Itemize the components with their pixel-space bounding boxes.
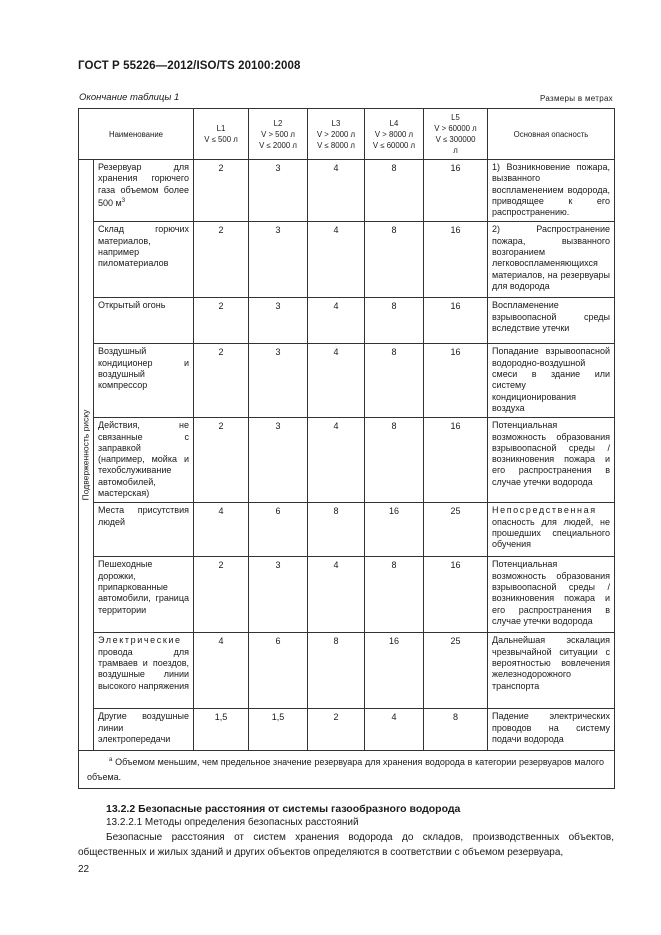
row-name: Открытый огонь: [94, 298, 194, 344]
table-header-row: [79, 109, 615, 160]
cell-l1: 2: [194, 298, 249, 344]
cell-l1: 2: [194, 222, 249, 298]
cell-l5: 16: [424, 557, 488, 633]
cell-l2: 3: [249, 298, 308, 344]
row-name: Склад горючих материалов, например пиломатериалов: [94, 222, 194, 298]
section-subheading: 13.2.2.1 Методы определения безопасных расстояний: [106, 817, 359, 828]
cell-l3: 4: [308, 418, 365, 503]
cell-l3: 4: [308, 557, 365, 633]
footnote-row: [79, 751, 615, 789]
row-name: Электрические провода для трамваев и поездов, воздушные линии высокого напряжения: [94, 633, 194, 709]
cell-hazard: Потенциальная возможность образования взрывоопасной среды / возникновения пожара и его распространения в случае утечки водорода: [488, 418, 615, 503]
cell-hazard: Воспламенение взрывоопасной среды вследствие утечки: [488, 298, 615, 344]
section-heading: 13.2.2 Безопасные расстояния от системы газообразного водорода: [106, 803, 461, 815]
header-l1: L1 V ≤ 500 л: [194, 109, 249, 160]
cell-l3: 4: [308, 222, 365, 298]
cell-l4: 16: [365, 633, 424, 709]
cell-l5: 16: [424, 160, 488, 222]
cell-l5: 16: [424, 298, 488, 344]
row-name: Другие воздушные линии электропередачи: [94, 709, 194, 751]
cell-l4: 16: [365, 503, 424, 557]
table-row: [79, 344, 615, 418]
cell-l2: 3: [249, 418, 308, 503]
cell-l5: 8: [424, 709, 488, 751]
row-name: Воздушный кондиционер и воздушный компрессор: [94, 344, 194, 418]
cell-hazard: 2) Распространение пожара, вызванного возгоранием легковоспламеняющихся материалов, на резервуары для водорода: [488, 222, 615, 298]
cell-l1: 2: [194, 418, 249, 503]
table-continuation-label: Окончание таблицы 1: [79, 92, 180, 103]
cell-l4: 4: [365, 709, 424, 751]
body-paragraph: Безопасные расстояния от систем хранения водорода до складов, производственных объектов, общественных и жилых зданий и других объектов определяются в соответствии с объемом резервуара,: [78, 832, 614, 858]
cell-l5: 25: [424, 503, 488, 557]
cell-l2: 1,5: [249, 709, 308, 751]
cell-hazard: 1) Возникновение пожара, вызванного воспламенением водорода, приводящее к его распространению.: [488, 160, 615, 222]
header-l2: L2 V > 500 л V ≤ 2000 л: [249, 109, 308, 160]
cell-hazard: Непосредственная опасность для людей, не прошедших специального обучения: [488, 503, 615, 557]
cell-l4: 8: [365, 222, 424, 298]
table-row: [79, 418, 615, 503]
cell-l1: 4: [194, 633, 249, 709]
header-l4: L4 V > 8000 л V ≤ 60000 л: [365, 109, 424, 160]
cell-l5: 16: [424, 222, 488, 298]
row-name: Действия, не связанные с заправкой (например, мойка и техобслуживание автомобилей, мастерская): [94, 418, 194, 503]
cell-l2: 3: [249, 557, 308, 633]
cell-l1: 2: [194, 344, 249, 418]
cell-l5: 16: [424, 344, 488, 418]
cell-l4: 8: [365, 418, 424, 503]
table-row: [79, 222, 615, 298]
footnote-text: Объемом меньшим, чем предельное значение резервуара для хранения водорода в категории резервуаров малого объема.: [87, 757, 604, 783]
cell-hazard: Падение электрических проводов на систему подачи водорода: [488, 709, 615, 751]
cell-hazard: Потенциальная возможность образования взрывоопасной среды / возникновения пожара и его распространения в случае утечки водорода: [488, 557, 615, 633]
cell-l4: 8: [365, 298, 424, 344]
hazard-distance-table: [78, 108, 615, 789]
cell-l5: 25: [424, 633, 488, 709]
cell-l1: 4: [194, 503, 249, 557]
cell-l2: 6: [249, 633, 308, 709]
units-label: Размеры в метрах: [540, 94, 613, 103]
table-row: [79, 298, 615, 344]
cell-l2: 6: [249, 503, 308, 557]
page-number: 22: [78, 864, 90, 875]
cell-l1: 1,5: [194, 709, 249, 751]
cell-l2: 3: [249, 160, 308, 222]
group-label: Подверженность риску: [80, 409, 91, 501]
table-row: [79, 633, 615, 709]
header-hazard: Основная опасность: [488, 109, 615, 160]
table-row: [79, 709, 615, 751]
table-footnote: [79, 751, 615, 789]
cell-l1: 2: [194, 557, 249, 633]
cell-l5: 16: [424, 418, 488, 503]
document-title: ГОСТ Р 55226—2012/ISO/TS 20100:2008: [78, 60, 301, 72]
cell-hazard: Дальнейшая эскалация чрезвычайной ситуации с вероятностью вовлечения железнодорожного транспорта: [488, 633, 615, 709]
cell-l3: 8: [308, 503, 365, 557]
header-l3: L3 V > 2000 л V ≤ 8000 л: [308, 109, 365, 160]
cell-l2: 3: [249, 222, 308, 298]
cell-l3: 4: [308, 160, 365, 222]
cell-l3: 2: [308, 709, 365, 751]
row-name: Резервуар для хранения горючего газа объемом более 500 $м^3$: [94, 160, 194, 222]
cell-l4: 8: [365, 160, 424, 222]
header-name: Наименование: [79, 109, 194, 160]
cell-l2: 3: [249, 344, 308, 418]
footnote-mark: a: [109, 757, 113, 764]
group-cell: [79, 160, 94, 751]
cell-hazard: Попадание взрывоопасной водородно-воздушной смеси в здание или систему кондиционирования воздуха: [488, 344, 615, 418]
header-l5: L5 V > 60000 л V ≤ 300000 л: [424, 109, 488, 160]
cell-l3: 4: [308, 298, 365, 344]
cell-l1: 2: [194, 160, 249, 222]
table-row: [79, 557, 615, 633]
cell-l4: 8: [365, 344, 424, 418]
row-name: Места присутствия людей: [94, 503, 194, 557]
table-row: [79, 503, 615, 557]
cell-l3: 8: [308, 633, 365, 709]
table-row: [79, 160, 615, 222]
row-name: Пешеходные дорожки, припаркованные автомобили, граница территории: [94, 557, 194, 633]
cell-l3: 4: [308, 344, 365, 418]
cell-l4: 8: [365, 557, 424, 633]
